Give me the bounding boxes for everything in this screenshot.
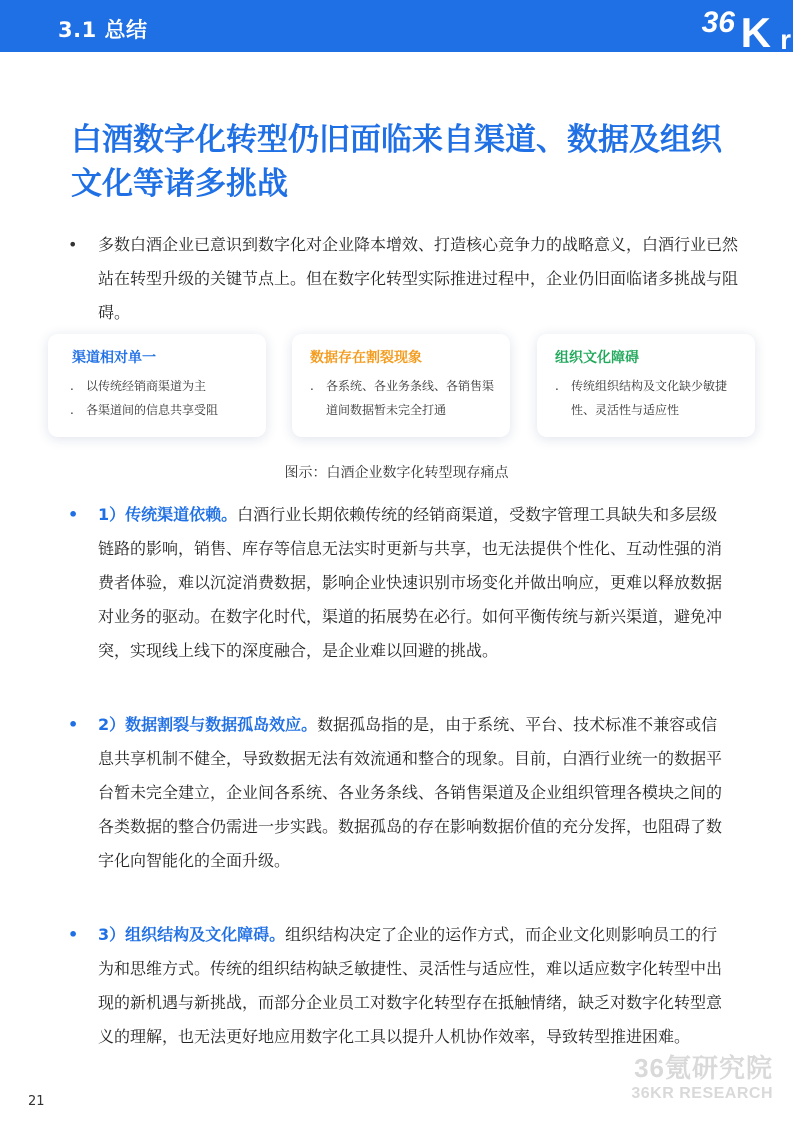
logo-r: r — [780, 24, 791, 55]
intro-paragraph: 多数白酒企业已意识到数字化对企业降本增效、打造核心竞争力的战略意义，白酒行业已然站在转型升级的关键节点上。但在数字化转型实际推进过程中，企业仍旧面临诸多挑战与阻碍。 — [98, 235, 739, 322]
point-bullet: • — [68, 505, 79, 524]
point-bullet: • — [68, 925, 79, 944]
point-org-culture — [98, 918, 728, 1054]
point-lead: 2）数据割裂与数据孤岛效应。 — [98, 715, 318, 734]
card-title: 组织文化障碍 — [555, 350, 639, 366]
intro-bullet: • — [68, 235, 78, 254]
main-title: 白酒数字化转型仍旧面临来自渠道、数据及组织文化等诸多挑战 — [71, 122, 722, 202]
point-data-silo — [98, 708, 728, 878]
point-channel-dependency — [98, 498, 728, 668]
card-item-text: 以传统经销商渠道为主 — [86, 379, 207, 393]
card-title: 渠道相对单一 — [72, 350, 156, 366]
logo-k: K — [740, 9, 771, 56]
point-lead: 1）传统渠道依赖。 — [98, 505, 238, 524]
card-item — [553, 374, 743, 422]
point-text: 数据孤岛指的是，由于系统、平台、技术标准不兼容或信息共享机制不健全，导致数据无法有效流通和整合的现象。目前，白酒行业统一的数据平台暂未完全建立，企业间各系统、各业务条线、各销售渠道及企业组织管理各模块之间的各类数据的整合仍需进一步实践。数据孤岛的存在影响数据价值的充分发挥，也阻碍了数字化向智能化的全面升级。 — [98, 715, 723, 870]
pain-point-card-channel — [48, 334, 266, 437]
36kr-research-watermark — [631, 1052, 773, 1104]
card-item-dot: . — [70, 379, 74, 393]
card-items — [68, 374, 258, 422]
pain-point-card-culture — [537, 334, 755, 437]
card-item-dot: . — [310, 379, 314, 393]
card-item-dot: . — [70, 403, 74, 417]
point-lead: 3）组织结构及文化障碍。 — [98, 925, 286, 944]
watermark-cn: 36氪研究院 — [634, 1053, 773, 1083]
point-bullet: • — [68, 715, 79, 734]
card-item-text: 传统组织结构及文化缺少敏捷性、灵活性与适应性 — [571, 379, 728, 417]
card-title: 数据存在割裂现象 — [310, 350, 422, 366]
card-items — [553, 374, 743, 422]
card-item-dot: . — [555, 379, 559, 393]
point-text: 组织结构决定了企业的运作方式，而企业文化则影响员工的行为和思维方式。传统的组织结构缺乏敏捷性、灵活性与适应性，难以适应数字化转型中出现的新机遇与新挑战，而部分企业员工对数字化转型存在抵触情绪，缺乏对数字化转型意义的理解，也无法更好地应用数字化工具以提升人机协作效率，导致转型推进困难。 — [98, 925, 723, 1046]
header-bar — [0, 0, 793, 56]
card-items — [308, 374, 498, 422]
pain-point-card-data — [292, 334, 510, 437]
card-item-text: 各系统、各业务条线、各销售渠道间数据暂未完全打通 — [326, 379, 495, 417]
section-title: 3.1 总结 — [58, 18, 148, 42]
logo-number: 36 — [701, 6, 735, 39]
point-text: 白酒行业长期依赖传统的经销商渠道，受数字管理工具缺失和多层级链路的影响，销售、库存等信息无法实时更新与共享，也无法提供个性化、互动性强的消费者体验，难以沉淀消费数据，影响企业快速识别市场变化并做出响应，更难以释放数据对业务的驱动。在数字化时代，渠道的拓展势在必行。如何平衡传统与新兴渠道，避免冲突，实现线上线下的深度融合，是企业难以回避的挑战。 — [98, 505, 723, 660]
card-item — [308, 374, 498, 422]
card-item — [68, 398, 258, 422]
card-item-text: 各渠道间的信息共享受阻 — [86, 403, 219, 417]
card-item — [68, 374, 258, 398]
figure-caption: 图示：白酒企业数字化转型现存痛点 — [284, 465, 509, 481]
watermark-en: 36KR RESEARCH — [631, 1085, 773, 1102]
page-number: 21 — [28, 1094, 45, 1109]
